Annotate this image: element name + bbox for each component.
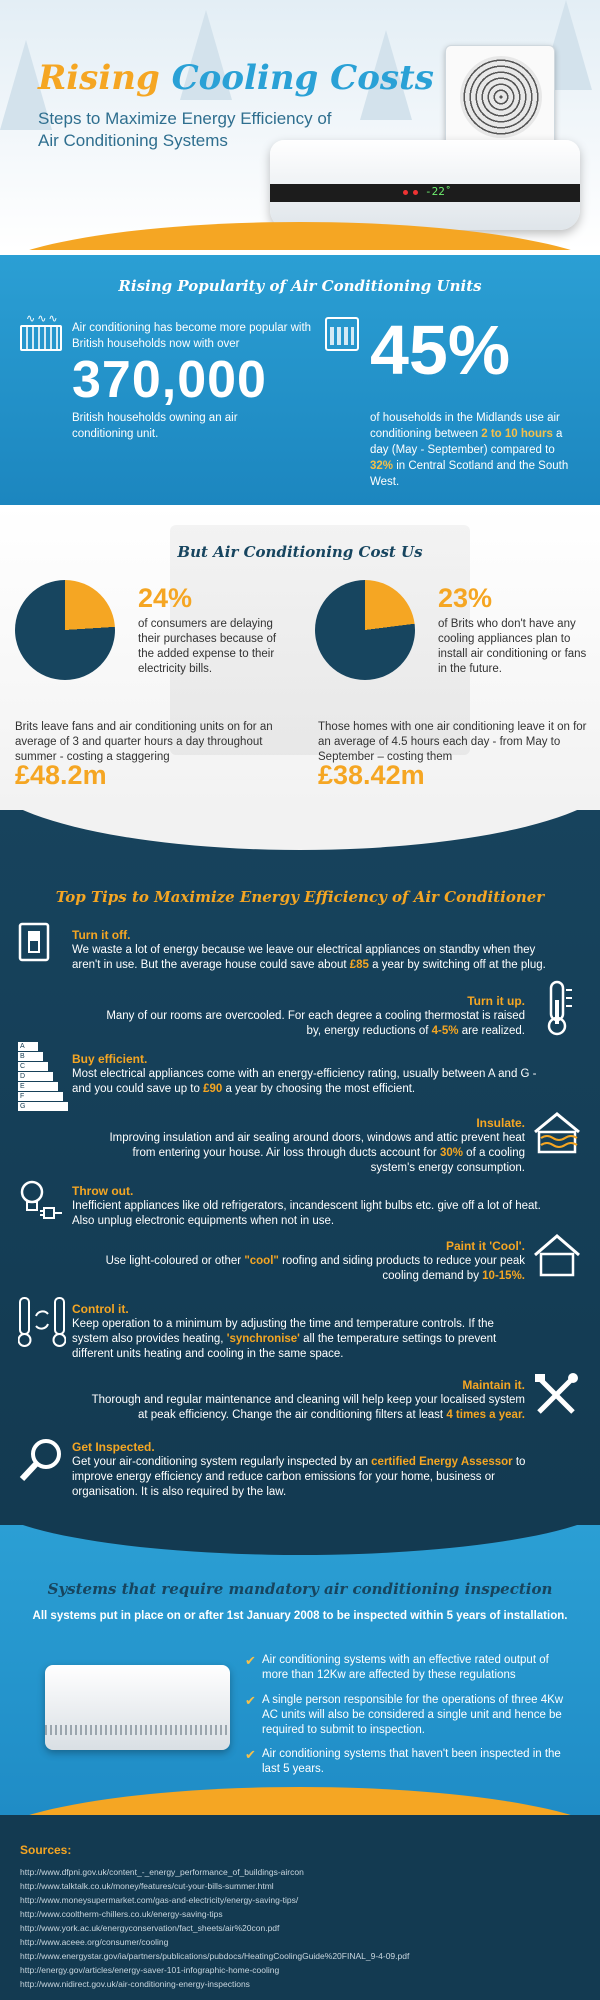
tip-text: Use light-coloured or other xyxy=(105,1255,242,1267)
tip-text: Many of our rooms are overcooled. For each degree a cooling thermostat is raised by, energy reductions of xyxy=(106,1010,525,1037)
tip-throw-out-text: Inefficient appliances like old refrigerators, incandescent light bulbs etc. give off a lot of heat. Also unplug electronic equipments when not in use. xyxy=(72,1200,541,1227)
magnifier-icon xyxy=(18,1437,64,1483)
stat-planning-text: of Brits who don't have any cooling appliances plan to install air conditioning or fans in the future. xyxy=(438,618,587,675)
title-part-cooling-costs: Cooling Costs xyxy=(171,58,434,98)
sources-section xyxy=(0,1815,600,2000)
tip-maintain-heading: Maintain it. xyxy=(462,1378,525,1392)
insulation-icon xyxy=(533,1110,581,1154)
tips-section xyxy=(0,810,600,1525)
ac-unit-image xyxy=(45,1665,230,1750)
header-section xyxy=(0,0,600,250)
tips-title: Top Tips to Maximize Energy Efficiency of Air Conditioner xyxy=(55,888,545,906)
tip-text: Thorough and regular maintenance and cleaning will help keep your localised system at peak efficiency. Change the air conditioning filters at least xyxy=(91,1394,525,1421)
source-link[interactable]: http://www.nidirect.gov.uk/air-conditioning-energy-inspections xyxy=(20,1979,250,1989)
tip-text: We waste a lot of energy because we leave our electrical appliances on standby when they aren't in use. But the average house could save about xyxy=(72,944,536,971)
wave-divider xyxy=(0,1787,600,1815)
source-link[interactable]: http://www.moneysupermarket.com/gas-and-electricity/energy-saving-tips/ xyxy=(20,1895,299,1905)
popularity-intro: Air conditioning has become more popular with British households now with over xyxy=(72,322,312,350)
tip-throw-out-heading: Throw out. xyxy=(72,1184,134,1198)
stat-planning-percent: 23% xyxy=(438,583,493,613)
tip-turn-off-heading: Turn it off. xyxy=(72,928,131,942)
tip-text: a year by choosing the most efficient. xyxy=(225,1083,416,1095)
inspection-title: Systems that require mandatory air conditioning inspection xyxy=(47,1580,553,1598)
sources-title: Sources: xyxy=(20,1843,72,1857)
popularity-title: Rising Popularity of Air Conditioning Units xyxy=(118,277,482,295)
tip-text: Keep operation to a minimum by adjusting the time and temperature controls. If the system also provides heating, xyxy=(72,1318,494,1345)
indoor-ac-unit-icon xyxy=(270,140,580,230)
tip-turn-up-heading: Turn it up. xyxy=(467,994,525,1008)
steam-decoration: ∿∿∿ xyxy=(26,313,60,325)
air-conditioner-icon xyxy=(20,325,62,351)
tip-highlight: 30% xyxy=(439,1147,463,1159)
tip-paint-cool-text xyxy=(105,1254,525,1284)
tip-text: of a cooling system's energy consumption. xyxy=(370,1147,525,1174)
source-link[interactable]: http://www.talktalk.co.uk/money/features/cut-your-bills-summer.html xyxy=(20,1881,274,1891)
tip-buy-efficient-text xyxy=(72,1067,542,1097)
cost-section xyxy=(0,505,600,810)
wave-divider xyxy=(0,1525,600,1555)
tip-text: all the temperature settings to prevent different units heating and cooling in the same space. xyxy=(72,1333,497,1360)
inspection-item: A single person responsible for the operations of three 4Kw AC units will also be considered a single unit and hence be required to submit to inspection. xyxy=(262,1694,564,1736)
tip-text: Most electrical appliances come with an energy-efficiency rating, usually between A and G - and you could save up to xyxy=(72,1068,537,1095)
detail-highlight-hours: 2 to 10 hours xyxy=(481,428,553,440)
stat-brits-cost: £48.2m xyxy=(15,760,107,790)
wave-divider xyxy=(0,810,600,850)
source-link[interactable]: http://www.energystar.gov/ia/partners/publications/pubdocs/HeatingCoolingGuide%20FINAL_9-4-09.pdf xyxy=(20,1951,410,1961)
rating-bar: G xyxy=(18,1102,68,1111)
title-part-rising: Rising xyxy=(38,58,160,98)
detail-text: in Central Scotland and the South West. xyxy=(370,460,569,488)
tip-buy-efficient-heading: Buy efficient. xyxy=(72,1052,148,1066)
check-icon: ✔ xyxy=(245,1653,256,1668)
inspection-item: Air conditioning systems that haven't been inspected in the last 5 years. xyxy=(262,1748,561,1775)
midlands-detail xyxy=(370,410,580,490)
check-icon: ✔ xyxy=(245,1747,256,1762)
tip-highlight: 4 times a year. xyxy=(446,1409,525,1421)
outdoor-ac-unit-icon xyxy=(445,45,555,150)
detail-text: a day (May - September) compared to xyxy=(370,428,563,456)
tip-inspected-heading: Get Inspected. xyxy=(72,1440,155,1454)
inspection-item: Air conditioning systems with an effective rated output of more than 12Kw are affected by these regulations xyxy=(262,1654,549,1681)
rating-bar: B xyxy=(18,1052,43,1061)
stat-brits-text: Brits leave fans and air conditioning units on for an average of 3 and quarter hours a day throughout summer - costing a staggering xyxy=(15,721,273,763)
stat-delaying-text: of consumers are delaying their purchases because of the added expense to their electricity bills. xyxy=(138,618,277,675)
tip-text: a year by switching off at the plug. xyxy=(372,959,546,971)
tools-icon xyxy=(533,1372,579,1418)
source-link[interactable]: http://energy.gov/articles/energy-saver-101-infographic-home-cooling xyxy=(20,1965,280,1975)
tip-insulate-heading: Insulate. xyxy=(476,1116,525,1130)
inspection-section xyxy=(0,1525,600,1815)
tip-control-heading: Control it. xyxy=(72,1302,129,1316)
source-link[interactable]: http://www.aceee.org/consumer/cooling xyxy=(20,1937,169,1947)
inspection-subtitle: All systems put in place on or after 1st January 2008 to be inspected within 5 years of installation. xyxy=(32,1610,568,1622)
households-number: 370,000 xyxy=(72,351,267,409)
detail-text: of households in the Midlands use air conditioning between xyxy=(370,412,560,440)
tip-text: Get your air-conditioning system regularly inspected by an xyxy=(72,1456,368,1468)
tip-inspected-text xyxy=(72,1455,532,1500)
tip-paint-cool-heading: Paint it 'Cool'. xyxy=(445,1239,525,1253)
tip-text: Improving insulation and air sealing around doors, windows and attic prevent heat from entering your house. Air loss through ducts account for xyxy=(109,1132,525,1159)
tip-text: to improve energy efficiency and reduce carbon emissions for your home, business or organisation. It is also required by the law. xyxy=(72,1456,526,1498)
tip-maintain-text xyxy=(85,1393,525,1423)
page-subtitle: Steps to Maximize Energy Efficiency of Air Conditioning Systems xyxy=(38,109,332,150)
tip-text: are realized. xyxy=(461,1025,525,1037)
source-link[interactable]: http://www.dfpni.gov.uk/content_-_energy_performance_of_buildings-aircon xyxy=(20,1867,304,1877)
tip-control-text xyxy=(72,1317,532,1362)
stat-homes-cost: £38.42m xyxy=(318,760,425,790)
rating-bar: C xyxy=(18,1062,48,1071)
energy-rating-icon xyxy=(18,1042,73,1111)
stat-homes-text: Those homes with one air conditioning leave it on for an average of 4.5 hours each day - from May to September – costing them xyxy=(318,721,587,763)
page-title xyxy=(38,58,434,98)
midlands-percent: 45% xyxy=(370,311,511,389)
switch-icon xyxy=(18,922,50,962)
tip-highlight: "cool" xyxy=(244,1255,279,1267)
tip-highlight: 10-15%. xyxy=(482,1270,525,1282)
house-icon xyxy=(533,1233,581,1277)
tip-highlight: £85 xyxy=(349,959,369,971)
tip-highlight: £90 xyxy=(203,1083,223,1095)
rating-bar: D xyxy=(18,1072,53,1081)
calendar-icon xyxy=(325,317,359,351)
rating-bar: E xyxy=(18,1082,58,1091)
tip-turn-up-text xyxy=(105,1009,525,1039)
tip-highlight: 4-5% xyxy=(431,1025,459,1037)
stat-delaying-percent: 24% xyxy=(138,583,193,613)
rating-bar: A xyxy=(18,1042,38,1051)
source-link[interactable]: http://www.cooltherm-chillers.co.uk/energy-saving-tips xyxy=(20,1909,223,1919)
temperature-control-icon xyxy=(18,1296,66,1348)
cost-title: But Air Conditioning Cost Us xyxy=(177,543,423,561)
tip-insulate-text xyxy=(85,1131,525,1176)
households-caption: British households owning an air conditioning unit. xyxy=(72,412,238,440)
popularity-section xyxy=(0,255,600,505)
bulb-and-plug-icon xyxy=(18,1178,64,1224)
pie-chart-planning xyxy=(315,580,415,680)
tip-highlight: certified Energy Assessor xyxy=(371,1456,513,1468)
thermometer-icon xyxy=(540,980,574,1036)
check-icon: ✔ xyxy=(245,1693,256,1708)
pie-chart-delaying xyxy=(15,580,115,680)
ac-temperature-display: -22˚ xyxy=(425,185,452,198)
tip-highlight: 'synchronise' xyxy=(226,1333,300,1345)
source-link[interactable]: http://www.york.ac.uk/energyconservation/fact_sheets/air%20con.pdf xyxy=(20,1923,280,1933)
rating-bar: F xyxy=(18,1092,63,1101)
tip-turn-off-text xyxy=(72,943,562,973)
tip-text: roofing and siding products to reduce your peak cooling demand by xyxy=(282,1255,525,1282)
detail-highlight-percent: 32% xyxy=(370,460,394,472)
